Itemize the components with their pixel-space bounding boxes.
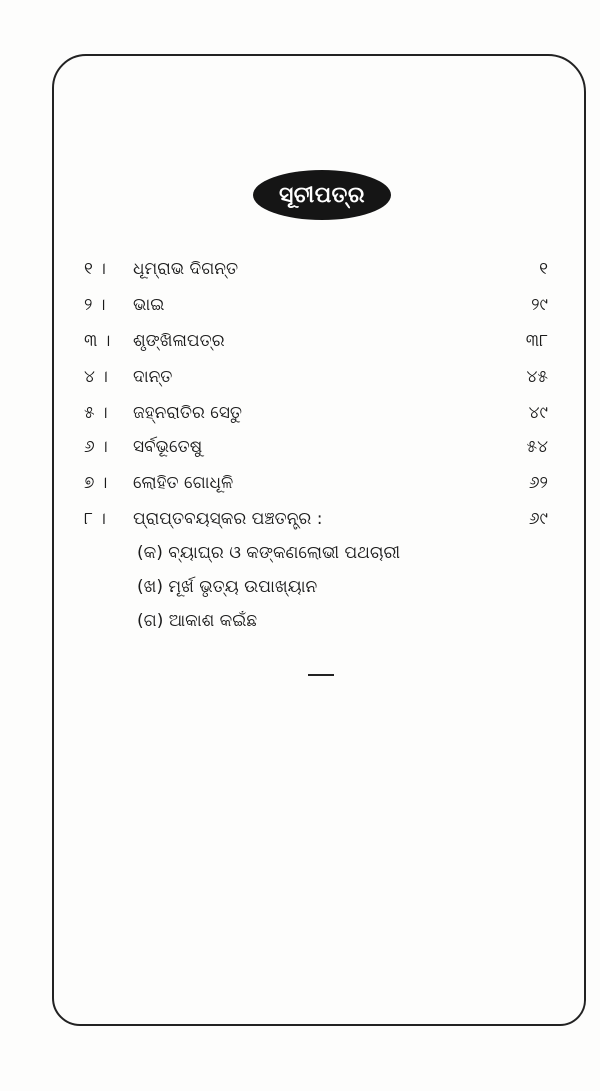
entry-page: ୫୪	[526, 437, 548, 457]
entry-number: ୧ ।	[84, 259, 106, 279]
toc-entry-4	[0, 360, 600, 394]
toc-entry-8	[0, 502, 600, 536]
toc-subentry: (କ) ବ୍ୟାଘ୍ର ଓ କଙ୍କଣଲୋଭୀ ପଥଚାରୀ	[137, 543, 401, 563]
toc-entry-7	[0, 466, 600, 500]
entry-number: ୪ ।	[84, 367, 108, 387]
entry-page: ୧	[539, 259, 548, 279]
end-mark	[308, 674, 334, 676]
toc-entry-3	[0, 324, 600, 358]
toc-subentry: (ଗ) ଆକାଶ କଇଁଛ	[137, 611, 258, 631]
entry-number: ୫ ।	[84, 403, 108, 423]
contents-heading: ସୂଚୀପତ୍ର	[253, 170, 391, 220]
entry-page: ୨୯	[531, 295, 548, 315]
entry-number: ୬ ।	[84, 437, 108, 457]
entry-page: ୬୯	[528, 509, 548, 529]
entry-title: ଦାନ୍ତ	[133, 367, 173, 387]
toc-entry-1	[0, 252, 600, 286]
entry-number: ୭ ।	[84, 473, 108, 493]
entry-title: ଧୂମ୍ରାଭ ଦିଗନ୍ତ	[133, 259, 239, 279]
entry-number: ୩ ।	[84, 331, 111, 351]
toc-subentry: (ଖ) ମୂର୍ଖ ଭୃତ୍ୟ ଉପାଖ୍ୟାନ	[137, 577, 318, 597]
entry-title: ଭାଇ	[133, 295, 165, 315]
toc-entry-5	[0, 396, 600, 430]
toc-entry-2	[0, 288, 600, 322]
entry-page: ୬୨	[528, 473, 548, 493]
entry-page: ୩୮	[525, 331, 548, 351]
entry-number: ୮ ।	[84, 509, 106, 529]
entry-page: ୪୫	[526, 367, 548, 387]
entry-title: ଶୃଙ୍ଖିଳାପତ୍ର	[133, 331, 225, 351]
entry-title: ଲୋହିତ ଗୋଧୂଳି	[133, 473, 234, 493]
entry-title: ପ୍ରାପ୍ତବୟସ୍କର ପଞ୍ଚତନ୍ତ୍ର :	[133, 509, 323, 529]
entry-number: ୨ ।	[84, 295, 106, 315]
entry-page: ୪୯	[528, 403, 548, 423]
entry-title: ଜହ୍ନରାତିର ସେତୁ	[133, 403, 243, 423]
toc-entry-6	[0, 430, 600, 464]
entry-title: ସର୍ବଭୂତେଷୁ	[133, 437, 203, 457]
